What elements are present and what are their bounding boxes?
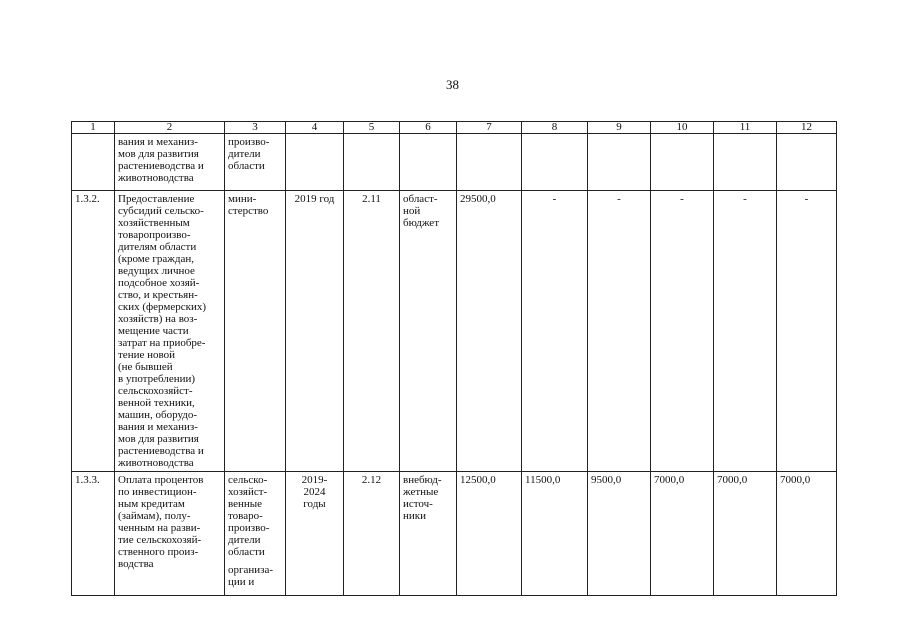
cell-link — [344, 134, 400, 191]
cell-number: 1.3.2. — [72, 191, 115, 472]
header-cell: 2 — [115, 122, 225, 134]
cell-value: - — [651, 191, 714, 472]
header-cell: 12 — [777, 122, 837, 134]
cell-event: Предоставление субсидий сельско- хозяйственным товаропроизво- дителям области (кроме граждан, ведущих личное подсобное хозяй- ство, и крестьян- ских (фермерских) хозяйств) на воз- мещение части затрат на приобре- тение новой (не бывшей в употреблении) сельскохозяйст- венной техники, машин, оборудо- вания и механиз- мов для развития растениеводства и животноводства — [115, 191, 225, 472]
cell-value: 7000,0 — [714, 472, 777, 596]
cell-source: област- ной бюджет — [400, 191, 457, 472]
cell-value: 9500,0 — [588, 472, 651, 596]
cell-link: 2.12 — [344, 472, 400, 596]
cell-value: 29500,0 — [457, 191, 522, 472]
header-cell: 5 — [344, 122, 400, 134]
cell-value: - — [588, 191, 651, 472]
cell-source: внебюд- жетные источ- ники — [400, 472, 457, 596]
cell-value: 11500,0 — [522, 472, 588, 596]
cell-value: 12500,0 — [457, 472, 522, 596]
header-cell: 10 — [651, 122, 714, 134]
cell-value — [777, 134, 837, 191]
header-cell: 3 — [225, 122, 286, 134]
cell-executor-text: сельско- хозяйст- венные товаро- произво- дители области — [228, 474, 270, 558]
header-cell: 11 — [714, 122, 777, 134]
cell-value: 7000,0 — [777, 472, 837, 596]
header-cell: 1 — [72, 122, 115, 134]
header-cell: 4 — [286, 122, 344, 134]
cell-period: 2019 год — [286, 191, 344, 472]
cell-value: - — [714, 191, 777, 472]
cell-executor: произво- дители области — [225, 134, 286, 191]
cell-period — [286, 134, 344, 191]
cell-executor-text-continued: организа- ции и — [228, 564, 274, 588]
cell-period: 2019- 2024 годы — [286, 472, 344, 596]
table-row — [72, 191, 837, 472]
cell-value: - — [777, 191, 837, 472]
cell-event: вания и механиз- мов для развития растениеводства и животноводства — [115, 134, 225, 191]
page-number: 38 — [446, 77, 459, 92]
program-table — [71, 121, 837, 596]
cell-value — [522, 134, 588, 191]
cell-number — [72, 134, 115, 191]
cell-value — [714, 134, 777, 191]
cell-executor: мини- стерство — [225, 191, 286, 472]
cell-executor — [225, 472, 286, 596]
cell-value: 7000,0 — [651, 472, 714, 596]
cell-value: - — [522, 191, 588, 472]
cell-value — [588, 134, 651, 191]
header-cell: 7 — [457, 122, 522, 134]
cell-number: 1.3.3. — [72, 472, 115, 596]
header-cell: 6 — [400, 122, 457, 134]
header-row — [72, 122, 837, 134]
cell-value — [651, 134, 714, 191]
header-cell: 9 — [588, 122, 651, 134]
table-row — [72, 134, 837, 191]
table-row — [72, 472, 837, 596]
cell-value — [457, 134, 522, 191]
cell-link: 2.11 — [344, 191, 400, 472]
cell-event: Оплата процентов по инвестицион- ным кредитам (займам), полу- ченным на разви- тие сельскохозяй- ственного произ- водства — [115, 472, 225, 596]
cell-source — [400, 134, 457, 191]
header-cell: 8 — [522, 122, 588, 134]
